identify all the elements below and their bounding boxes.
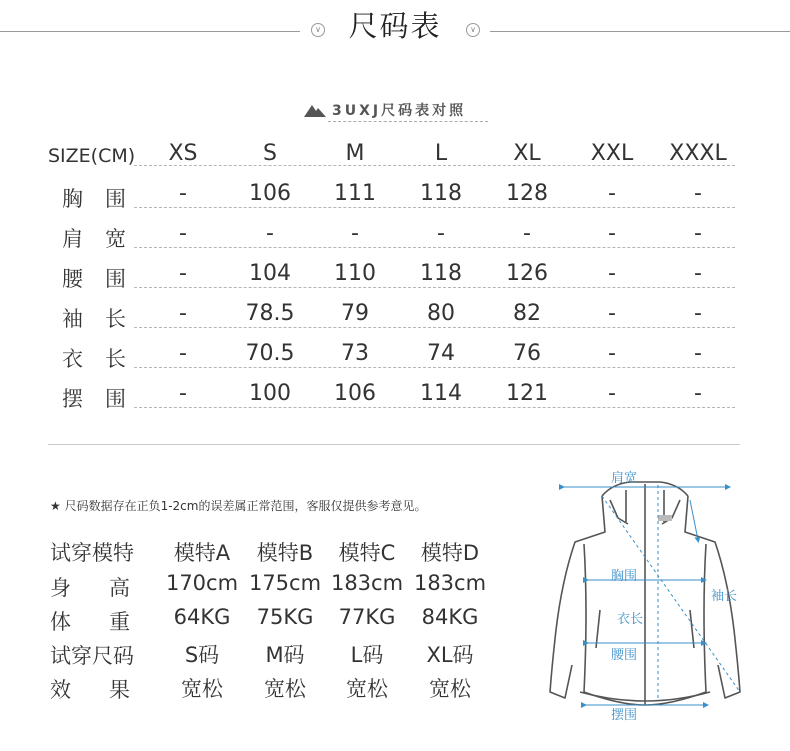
header-line-right xyxy=(490,31,790,32)
logo-patch xyxy=(658,515,672,521)
size-value-cell: 82 xyxy=(513,301,541,326)
model-row-label-char: 身 xyxy=(50,576,71,600)
model-column-header: 模特B xyxy=(256,541,314,565)
size-row-label: 围 xyxy=(105,187,126,211)
model-value-cell: 170cm xyxy=(165,571,239,595)
model-value-cell: 宽松 xyxy=(346,677,388,701)
model-value-cell: 75KG xyxy=(256,605,314,629)
hem-label: 摆围 xyxy=(611,708,638,723)
size-value-cell: - xyxy=(694,221,702,246)
size-value-cell: 126 xyxy=(506,261,548,286)
size-value-cell: - xyxy=(694,301,702,326)
size-value-cell: 111 xyxy=(334,181,376,206)
size-value-cell: 106 xyxy=(334,381,376,406)
size-value-cell: - xyxy=(608,381,616,406)
model-row-label xyxy=(50,640,134,670)
size-row-label: 长 xyxy=(105,307,126,331)
model-column-header: 模特D xyxy=(420,541,480,565)
chevron-down-icon: ∨ xyxy=(311,23,325,37)
jacket-illustration xyxy=(540,460,790,730)
size-row-label: 长 xyxy=(105,347,126,371)
chest-label: 胸围 xyxy=(611,569,638,584)
size-row-label: 胸 xyxy=(62,187,83,211)
model-value-cell: 183cm xyxy=(413,571,487,595)
size-value-cell: 74 xyxy=(427,341,455,366)
size-value-cell: - xyxy=(694,341,702,366)
row-separator xyxy=(134,207,735,208)
size-column-header: XXXL xyxy=(669,141,727,166)
model-row-label-char: 试穿尺码 xyxy=(50,644,134,668)
size-column-header: XXL xyxy=(590,141,634,166)
size-value-cell: - xyxy=(179,381,187,406)
row-separator xyxy=(134,367,735,368)
model-value-cell: 77KG xyxy=(338,605,396,629)
size-row-label: 宽 xyxy=(105,227,126,251)
size-value-cell: 78.5 xyxy=(245,301,295,326)
model-column-header: 模特A xyxy=(173,541,231,565)
row-separator xyxy=(134,165,735,166)
size-value-cell: - xyxy=(523,221,531,246)
size-value-cell: - xyxy=(179,181,187,206)
size-row-label: 腰 xyxy=(62,267,83,291)
subtitle-underline xyxy=(328,121,488,122)
size-row-label: 肩 xyxy=(62,227,83,251)
size-value-cell: - xyxy=(179,301,187,326)
model-value-cell: 64KG xyxy=(173,605,231,629)
size-column-header: M xyxy=(345,141,365,166)
size-value-cell: - xyxy=(694,261,702,286)
size-value-cell: - xyxy=(608,181,616,206)
chart-subtitle: 3UXJ尺码表对照 xyxy=(332,103,467,119)
size-value-cell: 79 xyxy=(341,301,369,326)
model-row-label-char: 果 xyxy=(109,678,130,702)
model-value-cell: XL码 xyxy=(426,643,474,667)
model-value-cell: 宽松 xyxy=(181,677,223,701)
model-value-cell: S码 xyxy=(184,643,220,667)
size-value-cell: 73 xyxy=(341,341,369,366)
row-separator xyxy=(134,327,735,328)
size-value-cell: - xyxy=(437,221,445,246)
page-title: 尺码表 xyxy=(348,9,442,43)
sleeve-label: 袖长 xyxy=(711,589,738,604)
size-value-cell: 104 xyxy=(249,261,291,286)
size-value-cell: 100 xyxy=(249,381,291,406)
size-value-cell: 106 xyxy=(249,181,291,206)
row-separator xyxy=(134,407,735,408)
model-value-cell: M码 xyxy=(265,643,305,667)
size-value-cell: - xyxy=(608,221,616,246)
size-value-cell: - xyxy=(608,341,616,366)
size-value-cell: 118 xyxy=(420,261,462,286)
size-row-label: 衣 xyxy=(62,347,83,371)
shoulder-width-label: 肩宽 xyxy=(611,471,638,486)
size-column-header: XS xyxy=(168,141,198,166)
size-column-header: XL xyxy=(513,141,541,166)
disclaimer-note: ★ 尺码数据存在正负1-2cm的误差属正常范围，客服仅提供参考意见。 xyxy=(50,499,427,513)
mountain-icon xyxy=(304,103,326,117)
section-divider xyxy=(48,444,740,445)
size-value-cell: - xyxy=(179,221,187,246)
model-value-cell: 183cm xyxy=(330,571,404,595)
model-column-header: 模特C xyxy=(338,541,396,565)
size-column-header: L xyxy=(434,141,448,166)
size-value-cell: 80 xyxy=(427,301,455,326)
model-row-label xyxy=(50,606,130,636)
size-value-cell: 121 xyxy=(506,381,548,406)
model-row-label-char: 高 xyxy=(109,576,130,600)
size-value-cell: 76 xyxy=(513,341,541,366)
size-column-header: S xyxy=(263,141,277,166)
model-row-label-char: 效 xyxy=(50,678,71,702)
chevron-down-icon: ∨ xyxy=(466,23,480,37)
size-row-label: 围 xyxy=(105,267,126,291)
size-value-cell: 70.5 xyxy=(245,341,295,366)
size-row-label: 袖 xyxy=(62,307,83,331)
waist-label: 腰围 xyxy=(611,648,638,663)
size-row-label: 摆 xyxy=(62,387,83,411)
size-value-cell: 128 xyxy=(506,181,548,206)
length-label: 衣长 xyxy=(617,612,644,627)
size-value-cell: 110 xyxy=(334,261,376,286)
size-value-cell: - xyxy=(179,261,187,286)
model-row-label-char: 体 xyxy=(50,610,71,634)
size-value-cell: - xyxy=(694,381,702,406)
model-value-cell: 宽松 xyxy=(264,677,306,701)
row-separator xyxy=(134,287,735,288)
model-row-label-char: 重 xyxy=(109,610,130,634)
model-header-label: 试穿模特 xyxy=(50,541,134,565)
model-value-cell: L码 xyxy=(350,643,384,667)
size-value-cell: - xyxy=(351,221,359,246)
size-value-cell: 118 xyxy=(420,181,462,206)
size-value-cell: - xyxy=(694,181,702,206)
size-value-cell: - xyxy=(266,221,274,246)
model-value-cell: 84KG xyxy=(421,605,479,629)
size-value-cell: - xyxy=(179,341,187,366)
size-value-cell: - xyxy=(608,301,616,326)
size-row-label: 围 xyxy=(105,387,126,411)
model-row-label xyxy=(50,572,130,602)
model-value-cell: 175cm xyxy=(248,571,322,595)
model-row-label xyxy=(50,674,130,704)
size-header-label: SIZE(CM) xyxy=(48,145,136,167)
model-value-cell: 宽松 xyxy=(429,677,471,701)
size-value-cell: 114 xyxy=(420,381,462,406)
size-value-cell: - xyxy=(608,261,616,286)
row-separator xyxy=(134,247,735,248)
